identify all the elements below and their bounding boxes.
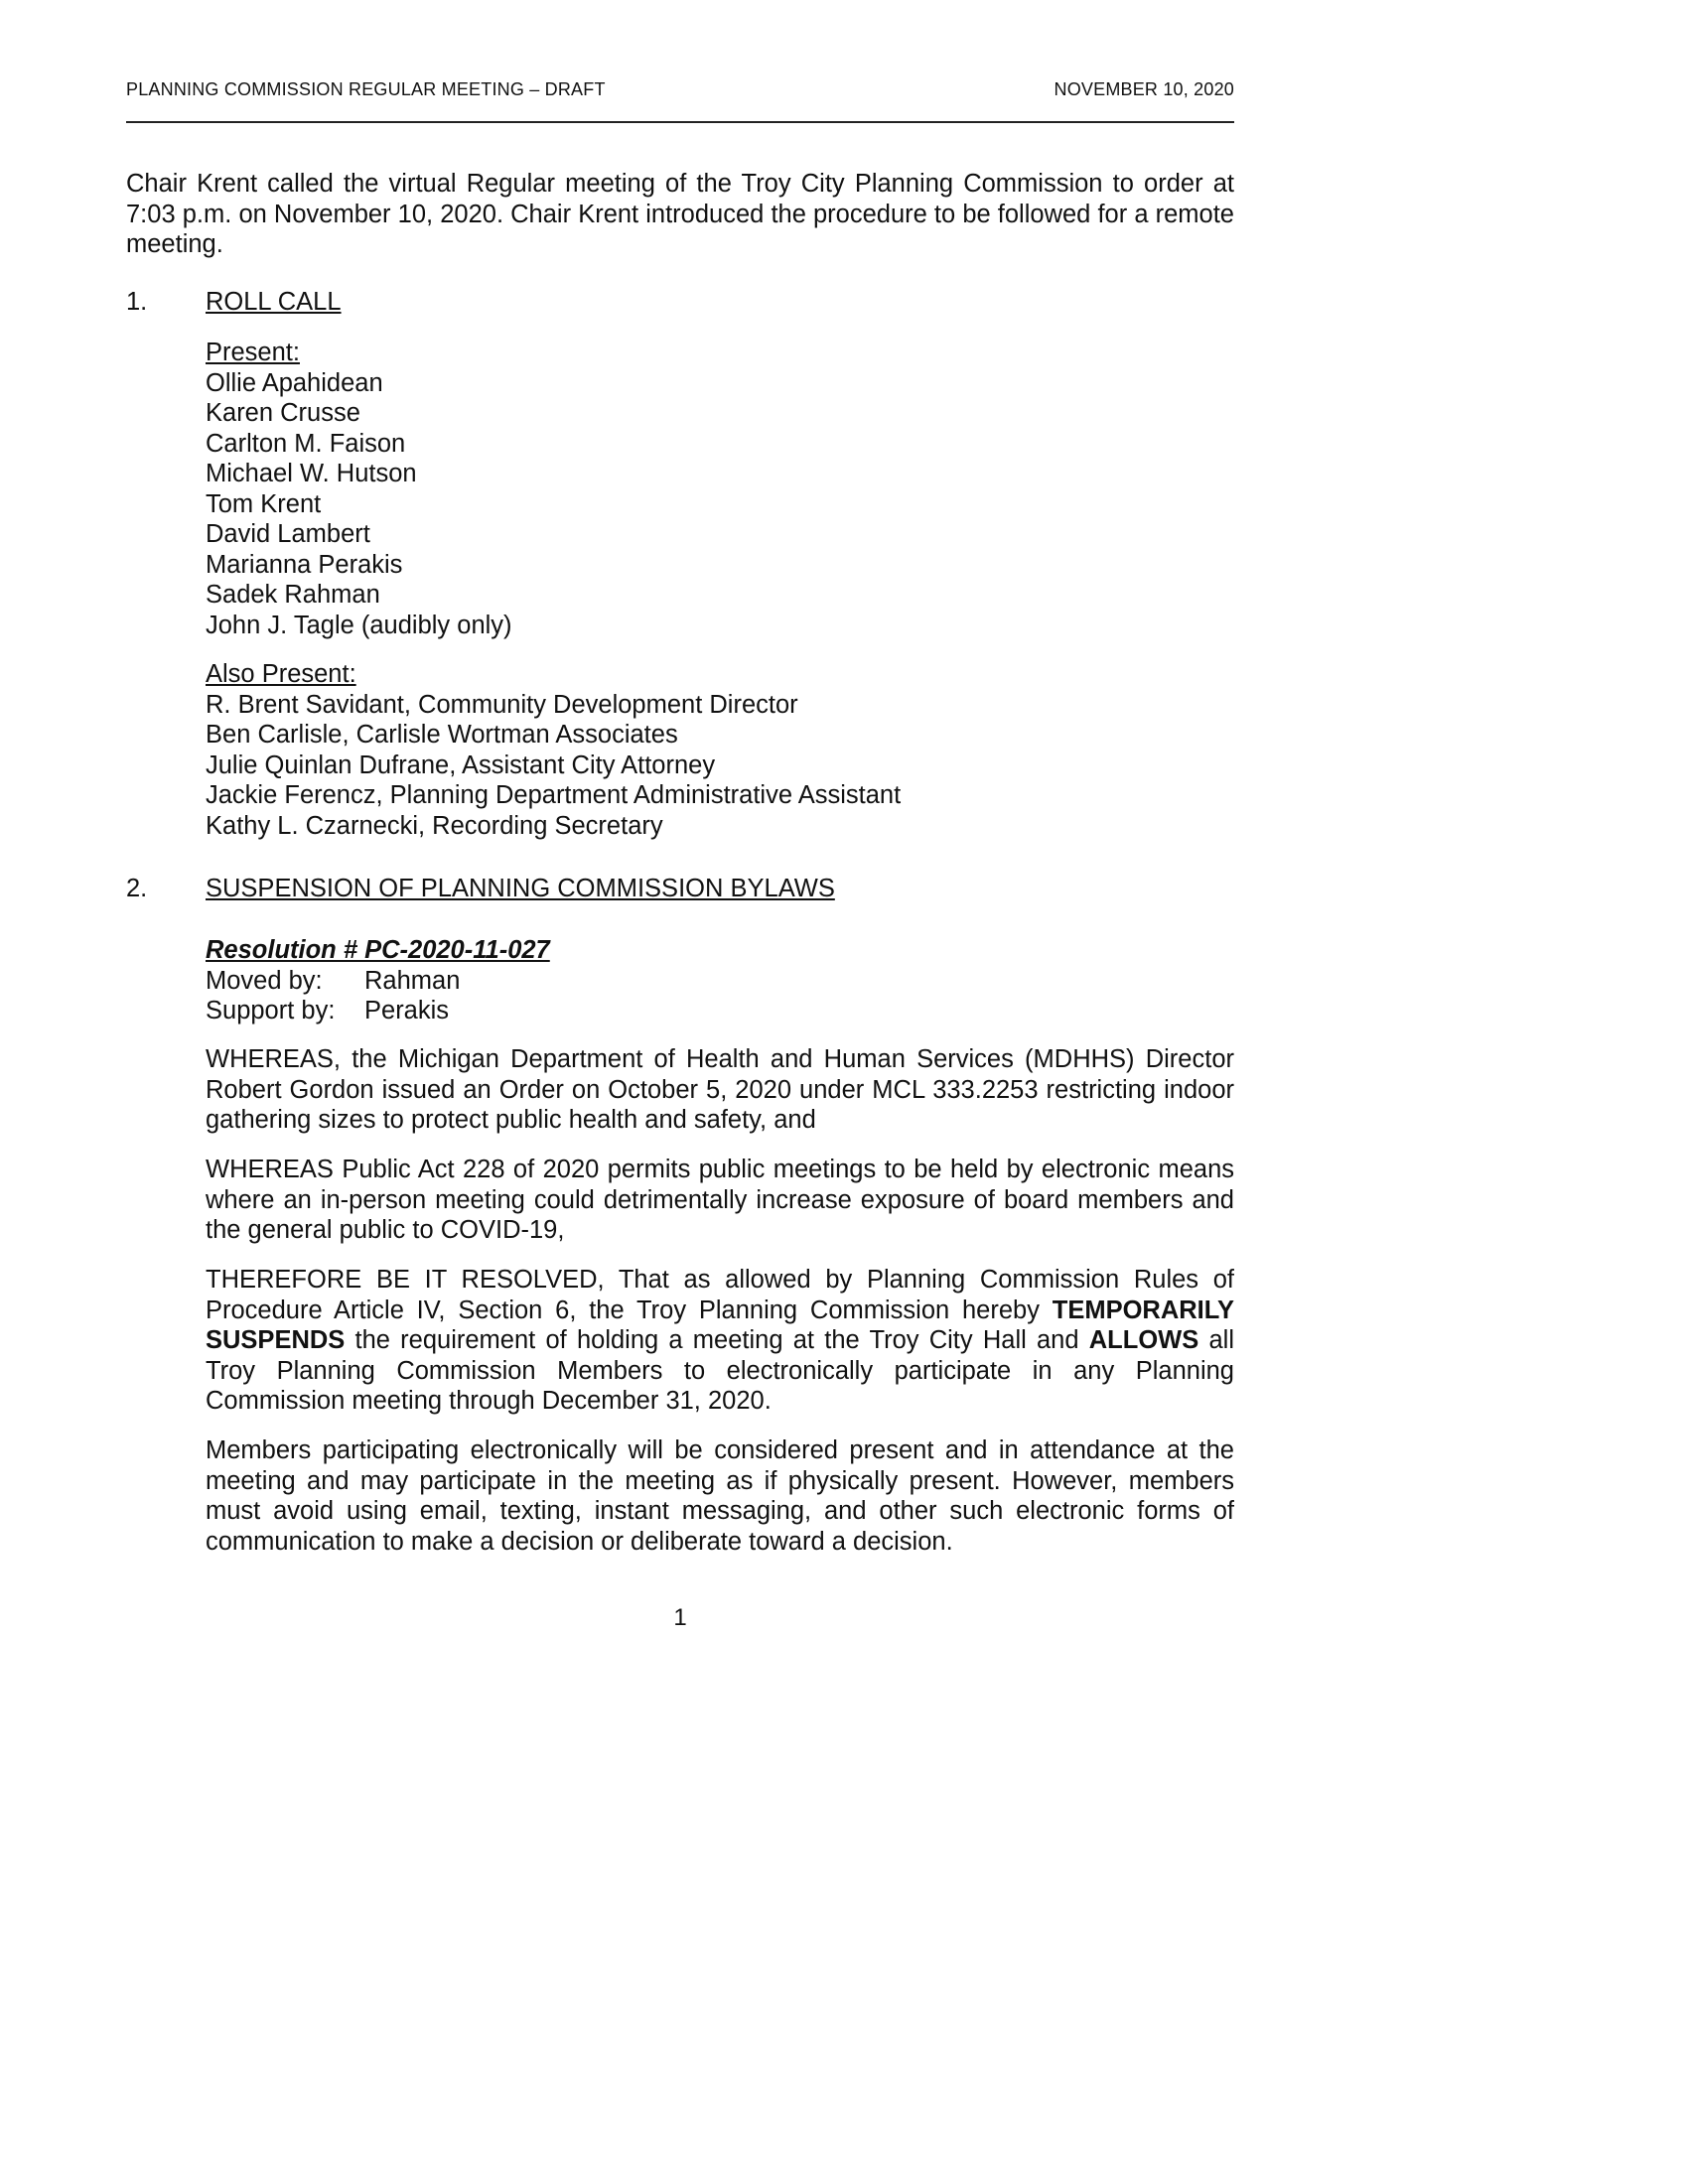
section-title: ROLL CALL [206, 288, 342, 316]
list-item: R. Brent Savidant, Community Development Director [206, 690, 798, 719]
list-item: John J. Tagle (audibly only) [206, 611, 512, 639]
moved-by-value: Rahman [364, 966, 461, 995]
present-list [206, 338, 1234, 640]
members-paragraph: Members participating electronically will be considered present and in attendance at the meeting and may participate in the meeting as if physically present. However, members must avoid using email, texting, instant messaging, and other such electronic forms of communication to make a decision or deliberate toward a decision. [206, 1436, 1234, 1556]
moved-by-row [206, 966, 1234, 997]
resolved-bold-suspends: TEMPORARILY SUSPENDS [206, 1296, 1234, 1354]
list-item: Carlton M. Faison [206, 429, 406, 458]
intro-paragraph: Chair Krent called the virtual Regular meeting of the Troy City Planning Commission to order at 7:03 p.m. on November 10, 2020. Chair Krent introduced the procedure to be followed for a remote meeting. [126, 170, 1234, 258]
support-by-value: Perakis [364, 997, 450, 1024]
also-present-label: Also Present: [206, 660, 356, 688]
list-item: Julie Quinlan Dufrane, Assistant City Attorney [206, 751, 716, 779]
list-item: Ollie Apahidean [206, 368, 383, 397]
list-item: David Lambert [206, 520, 370, 548]
present-label: Present: [206, 339, 300, 366]
resolved-bold-allows: ALLOWS [1088, 1326, 1199, 1354]
header-date: NOVEMBER 10, 2020 [1054, 79, 1234, 99]
resolved-text-1: THEREFORE BE IT RESOLVED, That as allowed by Planning Commission Rules of Procedure Article IV, Section 6, the Troy Planning Commission hereby [206, 1266, 1234, 1324]
list-item: Ben Carlisle, Carlisle Wortman Associates [206, 721, 678, 749]
list-item: Kathy L. Czarnecki, Recording Secretary [206, 811, 663, 840]
header-title: PLANNING COMMISSION REGULAR MEETING – DRAFT [126, 79, 606, 99]
list-item: Jackie Ferencz, Planning Department Administrative Assistant [206, 781, 902, 809]
resolution-block [206, 935, 1234, 1026]
support-by-row [206, 996, 1234, 1026]
resolved-text-3: all Troy Planning Commission Members to electronically participate in any Planning Commission meeting through December 31, 2020. [206, 1326, 1234, 1415]
resolution-number: Resolution # PC-2020-11-027 [206, 936, 550, 964]
list-item: Tom Krent [206, 489, 322, 518]
list-item: Michael W. Hutson [206, 460, 417, 487]
resolved-text-2: the requirement of holding a meeting at the Troy City Hall and [345, 1326, 1089, 1354]
list-item: Karen Crusse [206, 399, 360, 427]
resolved-paragraph [206, 1265, 1234, 1417]
moved-by-label: Moved by: [206, 966, 323, 995]
section-number: 1. [126, 288, 148, 316]
whereas-paragraph-2: WHEREAS Public Act 228 of 2020 permits public meetings to be held by electronic means where an in-person meeting could detrimentally increase exposure of board members and the general public to COVID-19, [206, 1156, 1234, 1244]
section-number: 2. [126, 875, 148, 902]
support-by-label: Support by: [206, 997, 336, 1024]
section-suspension-heading [126, 874, 1234, 905]
also-present-list [206, 659, 1234, 841]
page-number: 1 [673, 1604, 687, 1631]
whereas-paragraph-1: WHEREAS, the Michigan Department of Health and Human Services (MDHHS) Director Robert Gordon issued an Order on October 5, 2020 under MCL 333.2253 restricting indoor gathering sizes to protect public health and safety, and [206, 1045, 1234, 1134]
section-title: SUSPENSION OF PLANNING COMMISSION BYLAWS [206, 875, 835, 902]
section-roll-call-heading [126, 287, 1234, 319]
page-header [126, 75, 1234, 123]
list-item: Sadek Rahman [206, 581, 380, 609]
list-item: Marianna Perakis [206, 550, 403, 579]
